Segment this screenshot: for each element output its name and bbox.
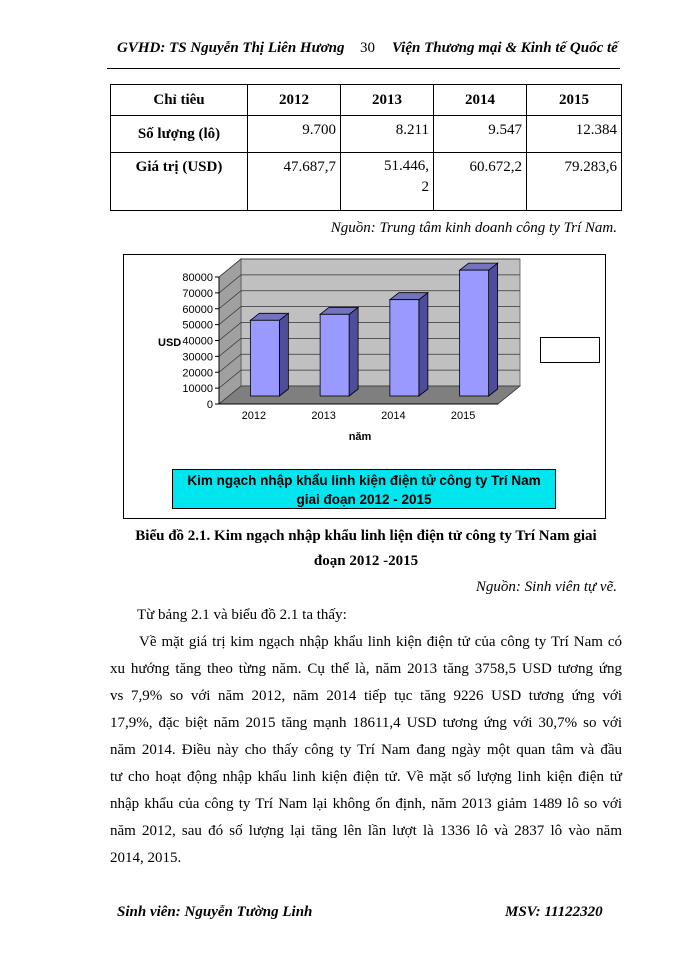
bar-side <box>419 293 428 396</box>
table-header-cell: 2013 <box>341 85 434 116</box>
body-line: tư cho hoạt động nhập khẩu linh kiện điện tử. Về mặt số lượng linh kiện điện tử <box>110 769 622 785</box>
y-axis-label: USD <box>158 337 182 349</box>
body-intro: Từ bảng 2.1 và biểu đồ 2.1 ta thấy: <box>137 607 347 623</box>
table-header-cell: Chỉ tiêu <box>111 85 248 116</box>
table-cell: 47.687,7 <box>248 153 341 211</box>
figure-caption-line2: đoạn 2012 -2015 <box>313 553 419 569</box>
footer-student-id: MSV: 11122320 <box>505 904 603 920</box>
body-paragraph <box>110 629 622 872</box>
header-advisor: GVHD: TS Nguyễn Thị Liên Hương <box>117 40 345 56</box>
table-cell: 51.446, 2 <box>341 153 434 211</box>
table-header-cell: 2015 <box>527 85 622 116</box>
y-tick-label: 30000 <box>182 351 213 364</box>
table-cell: 9.547 <box>434 116 527 153</box>
y-tick-label: 40000 <box>182 335 213 348</box>
page-number: 30 <box>360 40 375 56</box>
y-tick-label: 70000 <box>182 287 213 300</box>
chart-title <box>172 469 556 509</box>
body-line: Về mặt giá trị kim ngạch nhập khẩu linh kiện điện tử của công ty Trí Nam có <box>139 634 622 650</box>
x-axis-label: năm <box>348 431 372 443</box>
header-institute: Viện Thương mại & Kinh tế Quốc tế <box>392 40 618 56</box>
bar-side <box>279 313 288 396</box>
table-row-label: Số lượng (lô) <box>111 116 248 153</box>
y-tick-label: 50000 <box>182 319 213 332</box>
table-header-cell: 2012 <box>248 85 341 116</box>
table-header-cell: 2014 <box>434 85 527 116</box>
y-tick-label: 60000 <box>182 303 213 316</box>
chart-legend <box>540 337 600 363</box>
body-line: 17,9%, đặc biệt năm 2015 tăng mạnh 18611,4 USD tương ứng với 30,7% so với <box>110 715 622 731</box>
y-tick-label: 10000 <box>182 383 213 396</box>
bar-side <box>489 263 498 396</box>
x-tick-label: 2012 <box>241 410 267 422</box>
y-tick-label: 20000 <box>182 367 213 380</box>
table-cell: 79.283,6 <box>527 153 622 211</box>
x-tick-label: 2013 <box>311 410 336 422</box>
table-cell: 8.211 <box>341 116 434 153</box>
table-cell: 12.384 <box>527 116 622 153</box>
bar <box>250 320 279 396</box>
table-source: Nguồn: Trung tâm kinh doanh công ty Trí Nam. <box>330 220 617 236</box>
bar <box>320 314 349 396</box>
figure-caption-line1: Biểu đồ 2.1. Kim ngạch nhập khẩu linh liện điện tử công ty Trí Nam giai <box>135 528 597 544</box>
bar <box>460 270 489 396</box>
x-tick-label: 2015 <box>450 410 476 422</box>
figure-source: Nguồn: Sinh viên tự vẽ. <box>475 579 617 595</box>
bar-side <box>349 307 358 396</box>
y-tick-label: 0 <box>206 399 213 411</box>
body-line: 2014, 2015. <box>110 850 182 866</box>
chart-title-line: giai đoạn 2012 - 2015 <box>296 492 432 507</box>
body-line: xu hướng tăng theo từng năm. Cụ thể là, năm 2013 tăng 3758,5 USD tương ứng <box>110 661 622 677</box>
bar <box>390 300 419 396</box>
table-cell: 60.672,2 <box>434 153 527 211</box>
footer-student: Sinh viên: Nguyễn Tường Linh <box>117 904 313 920</box>
table-cell: 9.700 <box>248 116 341 153</box>
body-line: vs 7,9% so với năm 2012, năm 2014 tiếp tục tăng 9226 USD tương ứng với <box>110 688 622 704</box>
body-line: năm 2012, sau đó số lượng lại tăng lên lần lượt là 1336 lô và 2837 lô vào năm <box>110 823 622 839</box>
body-line: năm 2014. Điều này cho thấy công ty Trí Nam đang ngày một quan tâm và đầu <box>110 742 622 758</box>
chart-title-line: Kim ngạch nhập khẩu linh kiện điện tử công ty Trí Nam <box>187 473 541 488</box>
x-tick-label: 2014 <box>381 410 406 422</box>
body-line: nhập khẩu của công ty Trí Nam lại không ổn định, năm 2013 giảm 1489 lô so với <box>110 796 622 812</box>
y-tick-label: 80000 <box>182 272 213 284</box>
table-row-label: Giá trị (USD) <box>111 153 248 211</box>
